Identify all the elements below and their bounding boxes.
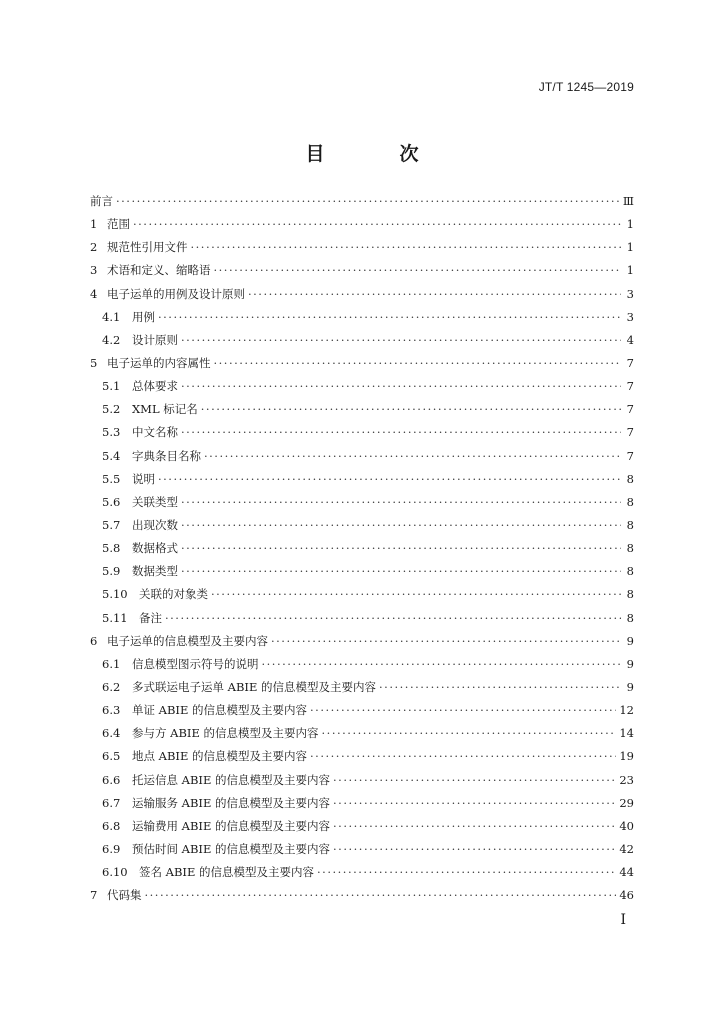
toc-entry-page: 8 [626, 564, 634, 579]
toc-leader-dots [214, 263, 622, 277]
toc-entry[interactable] [90, 494, 634, 517]
toc-leader-dots [181, 541, 621, 555]
toc-leader-dots [181, 564, 621, 578]
toc-entry-number: 7 [90, 888, 98, 903]
toc-entry[interactable] [90, 725, 634, 748]
toc-entry[interactable] [90, 378, 634, 401]
toc-entry-number: 5.2 [102, 402, 121, 417]
toc-entry[interactable] [90, 864, 634, 887]
toc-leader-dots [191, 240, 622, 254]
toc-leader-dots [158, 472, 621, 486]
toc-entry[interactable] [90, 262, 634, 285]
toc-leader-dots [310, 703, 616, 717]
toc-entry-label: 出现次数 [132, 517, 178, 532]
toc-entry-number: 6.10 [102, 865, 128, 880]
toc-entry-label: 说明 [132, 471, 155, 486]
toc-entry-label: 中文名称 [132, 425, 178, 440]
toc-entry[interactable] [90, 610, 634, 633]
toc-entry-label: 总体要求 [132, 379, 178, 394]
toc-leader-dots [333, 773, 616, 787]
toc-entry-number: 5.4 [102, 448, 121, 463]
toc-entry[interactable] [90, 656, 634, 679]
toc-entry-number: 6.8 [102, 818, 121, 833]
toc-entry-page: 8 [626, 471, 634, 486]
toc-entry-number: 3 [90, 263, 98, 278]
toc-entry[interactable] [90, 772, 634, 795]
toc-entry[interactable] [90, 332, 634, 355]
toc-entry-label: 代码集 [107, 888, 142, 903]
toc-entry[interactable] [90, 239, 634, 262]
toc-entry-label: 数据类型 [132, 564, 178, 579]
toc-entry-number: 5 [90, 355, 98, 370]
toc-entry[interactable] [90, 401, 634, 424]
toc-leader-dots [262, 657, 622, 671]
toc-entry[interactable] [90, 286, 634, 309]
toc-leader-dots [248, 287, 621, 301]
toc-entry-label: 运输服务 ABIE 的信息模型及主要内容 [132, 795, 331, 810]
toc-leader-dots [379, 680, 621, 694]
toc-entry-number: 5.9 [102, 564, 121, 579]
toc-entry-page: 8 [626, 587, 634, 602]
toc-entry-label: 数据格式 [132, 541, 178, 556]
toc-entry-label: 设计原则 [132, 332, 178, 347]
toc-entry-page: 3 [626, 309, 634, 324]
toc-entry-page: 4 [626, 332, 634, 347]
toc-entry-page: 14 [619, 726, 634, 741]
toc-entry-label: 多式联运电子运单 ABIE 的信息模型及主要内容 [132, 679, 377, 694]
toc-entry[interactable] [90, 795, 634, 818]
page-number: Ⅰ [620, 912, 626, 928]
toc-title: 目 次 [305, 143, 447, 165]
toc-entry-number: 6.5 [102, 749, 121, 764]
toc-entry-page: 7 [626, 402, 634, 417]
toc-leader-dots [181, 495, 621, 509]
toc-entry-page: 7 [626, 355, 634, 370]
toc-entry-page: 1 [626, 217, 634, 232]
toc-entry-number: 6.3 [102, 703, 121, 718]
toc-entry-page: 12 [619, 703, 634, 718]
toc-leader-dots [181, 333, 621, 347]
toc-list [90, 193, 634, 910]
toc-entry-page: 8 [626, 610, 634, 625]
standard-code: JT/T 1245—2019 [538, 80, 634, 94]
toc-entry-number: 6.4 [102, 726, 121, 741]
toc-entry-number: 2 [90, 240, 98, 255]
toc-entry[interactable] [90, 841, 634, 864]
toc-entry[interactable] [90, 424, 634, 447]
toc-entry-page: 8 [626, 541, 634, 556]
toc-entry-number: 5.1 [102, 379, 121, 394]
toc-entry-label: 托运信息 ABIE 的信息模型及主要内容 [132, 772, 331, 787]
toc-entry-label: 术语和定义、缩略语 [107, 263, 211, 278]
toc-entry-number: 4.2 [102, 332, 121, 347]
toc-entry[interactable] [90, 679, 634, 702]
toc-entry-page: Ⅲ [622, 194, 634, 208]
toc-leader-dots [165, 611, 621, 625]
toc-entry-page: 9 [626, 656, 634, 671]
toc-entry-page: 23 [619, 772, 634, 787]
toc-entry-label: 单证 ABIE 的信息模型及主要内容 [132, 703, 308, 718]
toc-entry-page: 3 [626, 286, 634, 301]
toc-entry[interactable] [90, 471, 634, 494]
toc-entry-label: 备注 [139, 610, 162, 625]
toc-entry-page: 40 [619, 818, 634, 833]
toc-entry-label: 签名 ABIE 的信息模型及主要内容 [139, 865, 315, 880]
toc-entry-number: 4.1 [102, 309, 121, 324]
toc-leader-dots [133, 217, 621, 231]
toc-leader-dots [310, 749, 616, 763]
toc-entry-label: 电子运单的用例及设计原则 [107, 286, 245, 301]
toc-entry-page: 8 [626, 517, 634, 532]
toc-entry-label: 运输费用 ABIE 的信息模型及主要内容 [132, 818, 331, 833]
toc-leader-dots [322, 726, 617, 740]
toc-entry-number: 5.6 [102, 494, 121, 509]
toc-entry[interactable] [90, 748, 634, 771]
toc-entry-number: 6.2 [102, 679, 121, 694]
toc-entry-label: 电子运单的内容属性 [107, 355, 211, 370]
toc-entry-page: 7 [626, 425, 634, 440]
toc-entry-label: 用例 [132, 309, 155, 324]
toc-entry-number: 1 [90, 217, 98, 232]
toc-entry-page: 44 [619, 865, 634, 880]
toc-entry-page: 7 [626, 448, 634, 463]
toc-entry-label: 预估时间 ABIE 的信息模型及主要内容 [132, 841, 331, 856]
toc-leader-dots [214, 356, 622, 370]
toc-entry-label: 前言 [90, 194, 113, 208]
toc-entry[interactable] [90, 193, 634, 216]
toc-leader-dots [333, 842, 616, 856]
toc-entry-number: 6.1 [102, 656, 121, 671]
toc-entry-page: 46 [619, 888, 634, 903]
toc-entry-label: 范围 [107, 217, 130, 232]
toc-entry-number: 5.3 [102, 425, 121, 440]
toc-entry-page: 8 [626, 494, 634, 509]
toc-entry-page: 9 [626, 679, 634, 694]
toc-leader-dots [317, 865, 616, 879]
toc-leader-dots [181, 518, 621, 532]
toc-entry[interactable] [90, 448, 634, 471]
toc-entry-page: 1 [626, 263, 634, 278]
toc-leader-dots [204, 449, 621, 463]
toc-entry-page: 29 [619, 795, 634, 810]
toc-entry-number: 5.5 [102, 471, 121, 486]
toc-entry[interactable] [90, 702, 634, 725]
toc-entry-page: 19 [619, 749, 634, 764]
toc-entry-label: 规范性引用文件 [107, 240, 188, 255]
toc-entry-page: 42 [619, 841, 634, 856]
toc-leader-dots [333, 796, 616, 810]
toc-leader-dots [181, 379, 621, 393]
toc-entry-number: 5.7 [102, 517, 121, 532]
toc-leader-dots [333, 819, 616, 833]
toc-entry-page: 9 [626, 633, 634, 648]
toc-entry[interactable] [90, 586, 634, 609]
toc-entry-label: 信息模型图示符号的说明 [132, 656, 259, 671]
toc-entry[interactable] [90, 818, 634, 841]
toc-entry-number: 5.10 [102, 587, 128, 602]
toc-entry[interactable] [90, 563, 634, 586]
toc-entry[interactable] [90, 216, 634, 239]
toc-entry-label: 关联类型 [132, 494, 178, 509]
toc-leader-dots [158, 310, 621, 324]
toc-entry-number: 4 [90, 286, 98, 301]
toc-entry[interactable] [90, 309, 634, 332]
toc-entry-number: 5.8 [102, 541, 121, 556]
toc-entry[interactable] [90, 633, 634, 656]
toc-entry-number: 5.11 [102, 610, 128, 625]
toc-leader-dots [145, 888, 617, 902]
toc-entry[interactable] [90, 517, 634, 540]
toc-entry[interactable] [90, 355, 634, 378]
toc-entry-number: 6 [90, 633, 98, 648]
toc-leader-dots [181, 425, 621, 439]
toc-leader-dots [271, 634, 621, 648]
toc-entry-label: 地点 ABIE 的信息模型及主要内容 [132, 749, 308, 764]
toc-entry-label: XML 标记名 [132, 402, 198, 417]
toc-entry-number: 6.6 [102, 772, 121, 787]
toc-entry-page: 7 [626, 379, 634, 394]
toc-leader-dots [116, 194, 620, 208]
toc-leader-dots [201, 402, 621, 416]
toc-entry-label: 关联的对象类 [139, 587, 208, 602]
toc-entry-label: 电子运单的信息模型及主要内容 [107, 633, 268, 648]
toc-entry-number: 6.7 [102, 795, 121, 810]
toc-entry-number: 6.9 [102, 841, 121, 856]
toc-entry-label: 字典条目名称 [132, 448, 201, 463]
toc-entry[interactable] [90, 540, 634, 563]
toc-entry-page: 1 [626, 240, 634, 255]
toc-entry-label: 参与方 ABIE 的信息模型及主要内容 [132, 726, 319, 741]
toc-leader-dots [211, 587, 621, 601]
toc-entry[interactable] [90, 887, 634, 910]
